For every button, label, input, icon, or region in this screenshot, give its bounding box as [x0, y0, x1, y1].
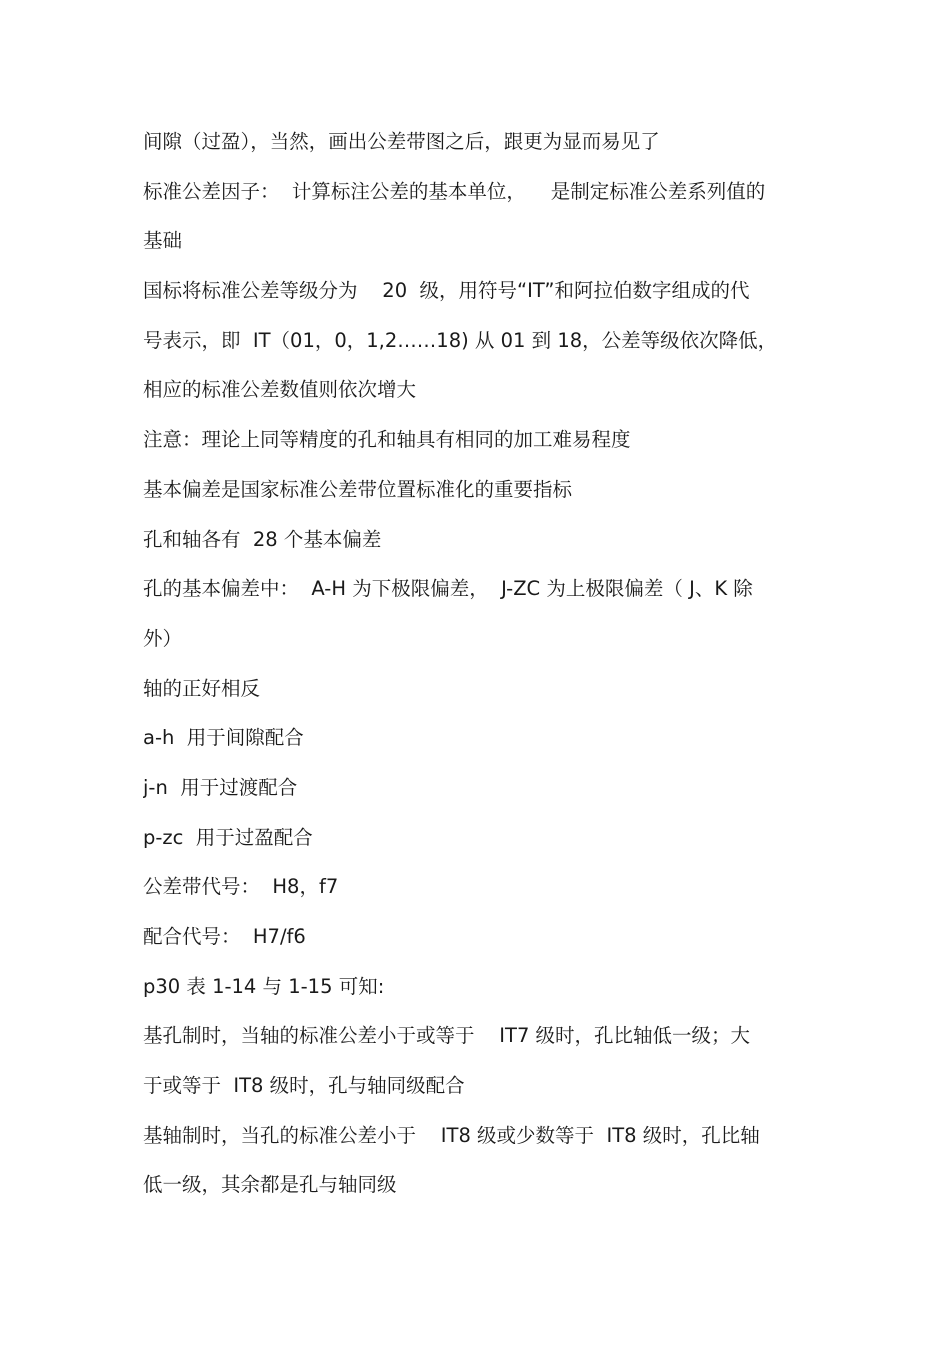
text-line: 号表示，即 IT（01，0，1,2……18) 从 01 到 18，公差等级依次降低， [143, 328, 778, 352]
document-body [143, 117, 813, 1210]
text-line: j-n 用于过渡配合 [143, 775, 298, 799]
text-line: 外） [143, 626, 183, 650]
text-line: 基本偏差是国家标准公差带位置标准化的重要指标 [143, 477, 573, 501]
text-line: 孔的基本偏差中： A-H 为下极限偏差， J-ZC 为上极限偏差（ J、K 除 [143, 577, 753, 601]
text-line: 基孔制时，当轴的标准公差小于或等于 IT7 级时，孔比轴低一级；大 [143, 1024, 751, 1048]
text-line: 基轴制时，当孔的标准公差小于 IT8 级或少数等于 IT8 级时，孔比轴 [143, 1123, 760, 1147]
text-line: p30 表 1-14 与 1-15 可知: [143, 974, 385, 998]
text-line: p-zc 用于过盈配合 [143, 825, 313, 849]
text-line: 间隙（过盈），当然，画出公差带图之后，跟更为显而易见了 [143, 130, 660, 153]
text-line: 基础 [143, 229, 183, 253]
text-line: 配合代号： H7/f6 [143, 925, 306, 948]
text-line: 国标将标准公差等级分为 20 级，用符号“IT”和阿拉伯数字组成的代 [143, 279, 750, 303]
text-line: a-h 用于间隙配合 [143, 726, 304, 750]
text-line: 孔和轴各有 28 个基本偏差 [143, 527, 382, 551]
text-line: 公差带代号： H8，f7 [143, 875, 339, 899]
text-line: 低一级，其余都是孔与轴同级 [143, 1173, 397, 1197]
text-line: 注意：理论上同等精度的孔和轴具有相同的加工难易程度 [143, 428, 631, 452]
text-line: 标准公差因子： 计算标注公差的基本单位， 是制定标准公差系列值的 [143, 179, 766, 203]
text-line: 相应的标准公差数值则依次增大 [143, 378, 417, 402]
text-line: 轴的正好相反 [143, 676, 261, 700]
text-line: 于或等于 IT8 级时，孔与轴同级配合 [143, 1074, 465, 1098]
